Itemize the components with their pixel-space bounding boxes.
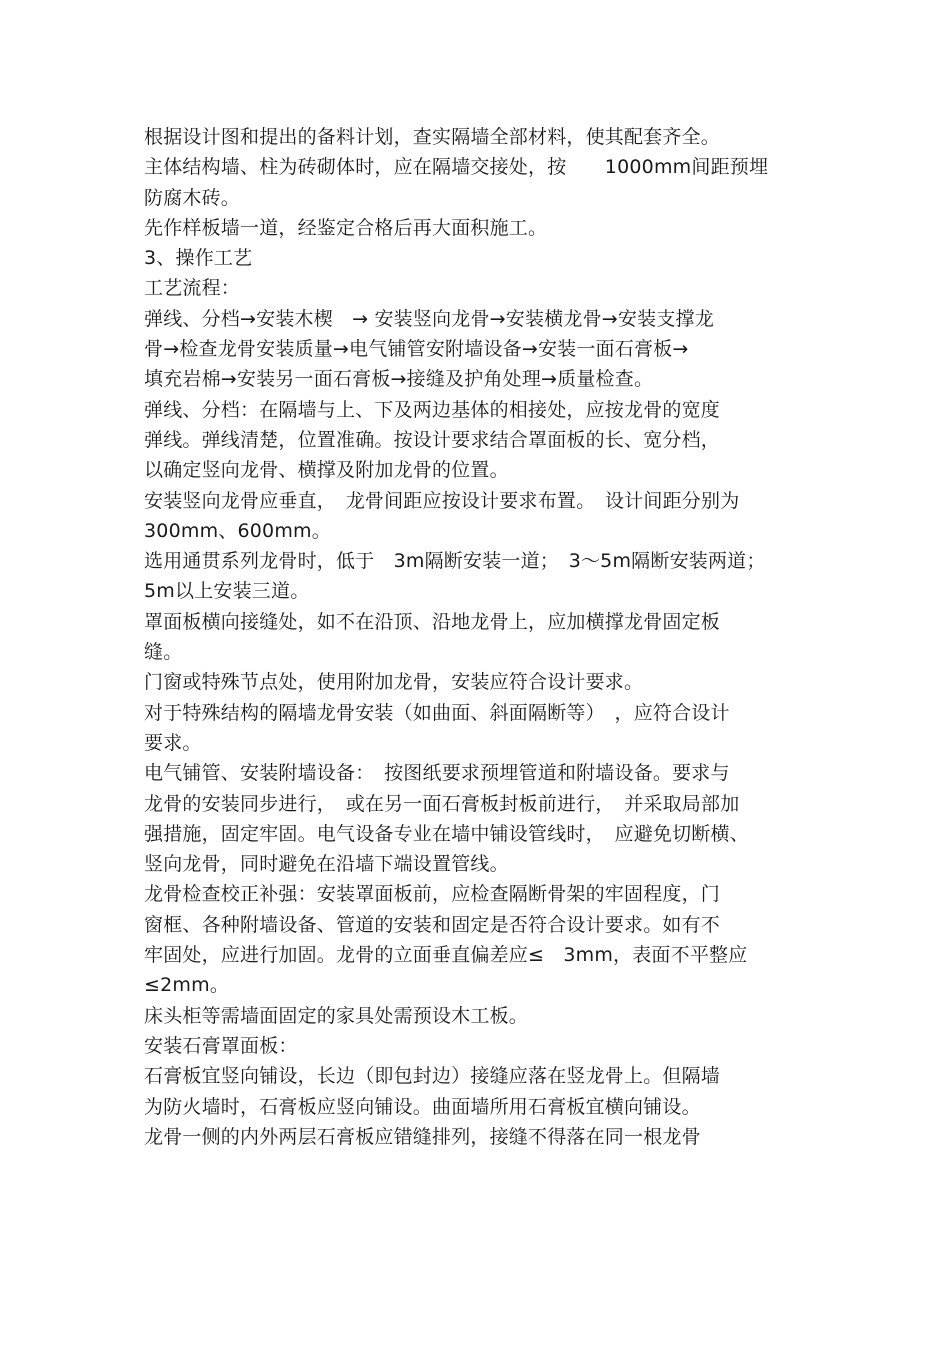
text-line: 对于特殊结构的隔墙龙骨安装（如曲面、斜面隔断等） ，应符合设计 xyxy=(144,701,730,724)
text-line: 工艺流程： xyxy=(144,277,241,300)
text-line: 窗框、各种附墙设备、管道的安装和固定是否符合设计要求。如有不 xyxy=(144,913,721,936)
text-line: 罩面板横向接缝处，如不在沿顶、沿地龙骨上，应加横撑龙骨固定板 xyxy=(144,610,721,633)
text-line: 弹线。弹线清楚，位置准确。按设计要求结合罩面板的长、宽分档， xyxy=(144,428,721,451)
text-line: 缝。 xyxy=(144,641,183,664)
text-line: 主体结构墙、柱为砖砌体时，应在隔墙交接处，按 1000mm间距预埋 xyxy=(144,156,769,179)
text-line: 竖向龙骨，同时避免在沿墙下端设置管线。 xyxy=(144,853,509,876)
text-line: ≤2mm。 xyxy=(144,974,230,997)
text-line: 龙骨检查校正补强：安装罩面板前，应检查隔断骨架的牢固程度，门 xyxy=(144,883,721,906)
text-line: 选用通贯系列龙骨时，低于 3m隔断安装一道； 3～5m隔断安装两道； xyxy=(144,550,766,573)
text-line: 先作样板墙一道，经鉴定合格后再大面积施工。 xyxy=(144,216,548,239)
text-line: 以确定竖向龙骨、横撑及附加龙骨的位置。 xyxy=(144,459,509,482)
text-line: 床头柜等需墙面固定的家具处需预设木工板。 xyxy=(144,1004,529,1027)
text-line: 弹线、分档：在隔墙与上、下及两边基体的相接处，应按龙骨的宽度 xyxy=(144,398,721,421)
section-heading: 3、操作工艺 xyxy=(144,247,253,270)
text-line: 电气铺管、安装附墙设备： 按图纸要求预埋管道和附墙设备。要求与 xyxy=(144,762,730,785)
text-line: 安装竖向龙骨应垂直， 龙骨间距应按设计要求布置。 设计间距分别为 xyxy=(144,489,740,512)
text-line: 弹线、分档→安装木楔 → 安装竖向龙骨→安装横龙骨→安装支撑龙 xyxy=(144,307,714,330)
text-line: 牢固处，应进行加固。龙骨的立面垂直偏差应≤ 3mm，表面不平整应 xyxy=(144,944,748,967)
text-line: 填充岩棉→安装另一面石膏板→接缝及护角处理→质量检查。 xyxy=(144,368,654,391)
text-line: 龙骨的安装同步进行， 或在另一面石膏板封板前进行， 并采取局部加 xyxy=(144,792,740,815)
text-line: 根据设计图和提出的备料计划，查实隔墙全部材料，使其配套齐全。 xyxy=(144,126,721,148)
text-line: 为防火墙时，石膏板应竖向铺设。曲面墙所用石膏板宜横向铺设。 xyxy=(144,1095,701,1118)
text-line: 石膏板宜竖向铺设，长边（即包封边）接缝应落在竖龙骨上。但隔墙 xyxy=(144,1065,721,1088)
text-line: 强措施，固定牢固。电气设备专业在墙中铺设管线时， 应避免切断横、 xyxy=(144,822,749,845)
text-line: 5m以上安装三道。 xyxy=(144,580,310,603)
text-line: 安装石膏罩面板： xyxy=(144,1034,298,1057)
text-line: 骨→检查龙骨安装质量→电气铺管安附墙设备→安装一面石膏板→ xyxy=(144,338,689,361)
document-body xyxy=(144,122,824,1152)
text-line: 防腐木砖。 xyxy=(144,186,241,209)
text-line: 要求。 xyxy=(144,731,202,754)
text-line: 龙骨一侧的内外两层石膏板应错缝排列，接缝不得落在同一根龙骨 xyxy=(144,1125,701,1148)
text-line: 300mm、600mm。 xyxy=(144,519,331,542)
text-line: 门窗或特殊节点处，使用附加龙骨，安装应符合设计要求。 xyxy=(144,671,644,694)
